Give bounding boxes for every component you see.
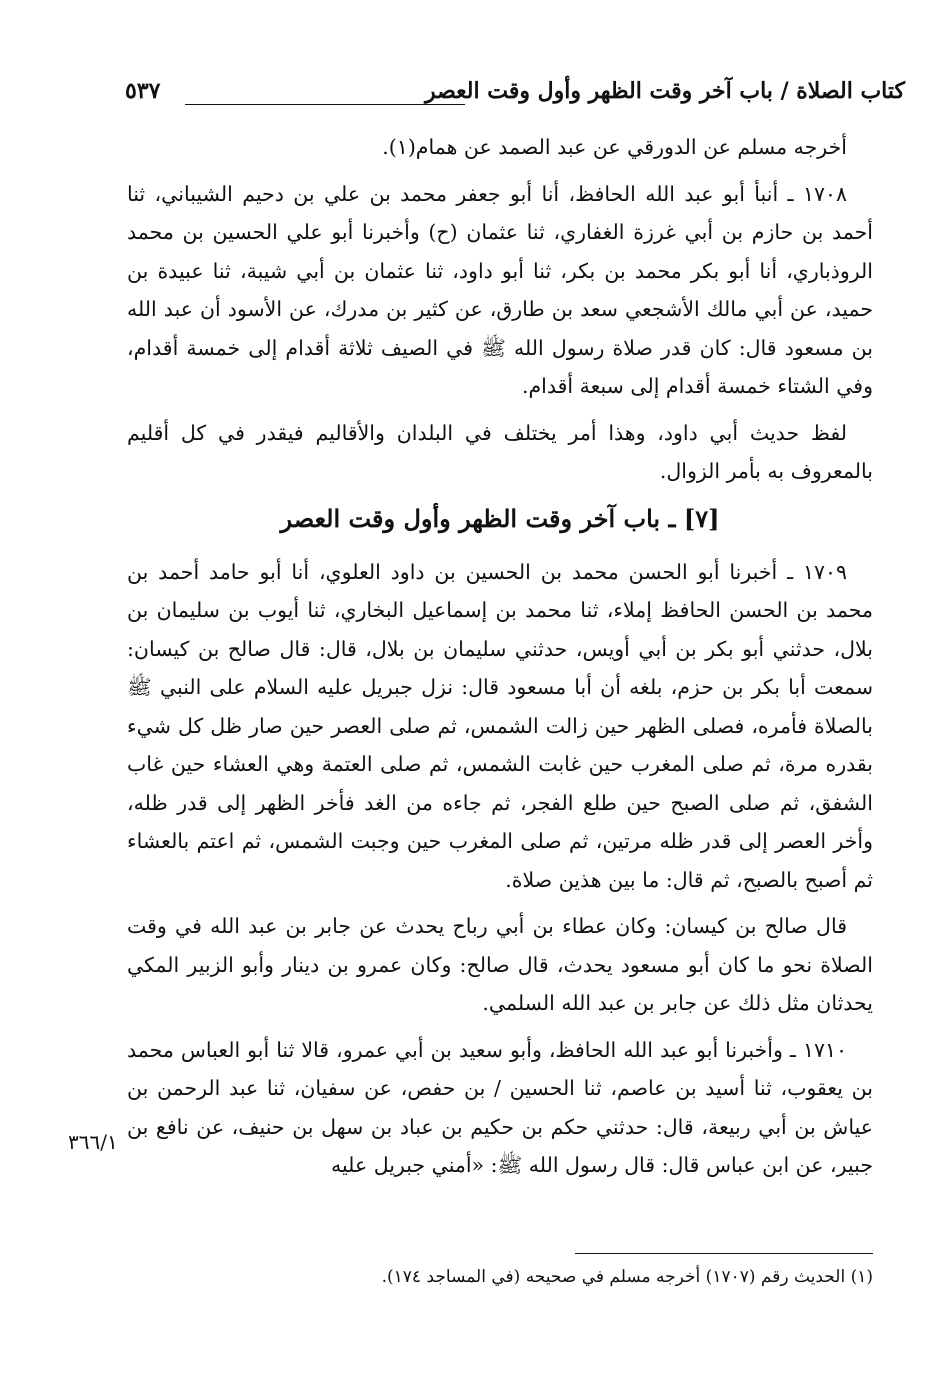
running-header [125, 78, 905, 118]
header-title: كتاب الصلاة / باب آخر وقت الظهر وأول وقت العصر [424, 78, 905, 104]
paragraph: لفظ حديث أبي داود، وهذا أمر يختلف في البلدان والأقاليم فيقدر في كل أقليم بالمعروف به بأمر الزوال. [127, 420, 873, 483]
main-text [127, 128, 873, 1193]
hadith-1708: ١٧٠٨ ـ أنبأ أبو عبد الله الحافظ، أنا أبو جعفر محمد بن علي بن دحيم الشيباني، ثنا أحمد بن حازم بن أبي غرزة الغفاري، ثنا عثمان (ح) وأخبرنا أبو علي الحسين بن محمد الروذباري، أنا أبو بكر محمد بن بكر، ثنا أبو داود، ثنا عثمان بن أبي شيبة، ثنا عبيدة بن حميد، عن أبي مالك الأشجعي سعد بن طارق، عن كثير بن مدرك، عن الأسود أن عبد الله بن مسعود قال: كان قدر صلاة رسول الله ﷺ في الصيف ثلاثة أقدام إلى خمسة أقدام، وفي الشتاء خمسة أقدام إلى سبعة أقدام. [127, 181, 873, 398]
section-heading: [٧] ـ باب آخر وقت الظهر وأول وقت العصر [280, 503, 720, 533]
margin-reference: ٣٦٦/١ [68, 1130, 118, 1154]
paragraph: أخرجه مسلم عن الدورقي عن عبد الصمد عن همام(١). [382, 135, 847, 159]
hadith-1710: ١٧١٠ ـ وأخبرنا أبو عبد الله الحافظ، وأبو سعيد بن أبي عمرو، قالا ثنا أبو العباس محمد بن يعقوب، ثنا أسيد بن عاصم، ثنا الحسين / بن حفص، عن سفيان، ثنا عبد الرحمن بن عياش بن أبي ربيعة، قال: حدثني حكم بن حكيم بن عباد بن سهل بن حنيف، عن نافع بن جبير، عن ابن عباس قال: قال رسول الله ﷺ: «أمني جبريل عليه [127, 1037, 873, 1177]
footnote-rule [575, 1253, 873, 1254]
page-number: ٥٣٧ [125, 78, 161, 104]
hadith-1709: ١٧٠٩ ـ أخبرنا أبو الحسن محمد بن الحسين بن داود العلوي، أنا أبو حامد أحمد بن محمد بن الحسن الحافظ إملاء، ثنا محمد بن إسماعيل البخاري، ثنا أيوب بن سليمان بن بلال، حدثني أبو بكر بن أبي أويس، حدثني سليمان بن بلال، قال: قال صالح بن كيسان: سمعت أبا بكر بن حزم، بلغه أن أبا مسعود قال: نزل جبريل عليه السلام على النبي ﷺ بالصلاة فأمره، فصلى الظهر حين زالت الشمس، ثم صلى العصر حين صار ظل كل شيء بقدره مرة، ثم صلى المغرب حين غابت الشمس، ثم صلى العتمة وهي العشاء حين غاب الشفق، ثم صلى الصبح حين طلع الفجر، ثم جاءه من الغد فأخر الظهر إلى قدر ظله، وأخر العصر إلى قدر ظله مرتين، ثم صلى المغرب حين وجبت الشمس، ثم اعتم بالعشاء ثم أصبح بالصبح، ثم قال: ما بين هذين صلاة. [127, 559, 873, 892]
header-rule [185, 104, 465, 105]
paragraph: قال صالح بن كيسان: وكان عطاء بن أبي رباح يحدث عن جابر بن عبد الله في وقت الصلاة نحو ما كان أبو مسعود يحدث، قال صالح: وكان عمرو بن دينار وأبو الزبير المكي يحدثان مثل ذلك عن جابر بن عبد الله السلمي. [127, 914, 873, 1015]
footnote: (١) الحديث رقم (١٧٠٧) أخرجه مسلم في صحيحه (في المساجد ١٧٤). [381, 1267, 873, 1287]
